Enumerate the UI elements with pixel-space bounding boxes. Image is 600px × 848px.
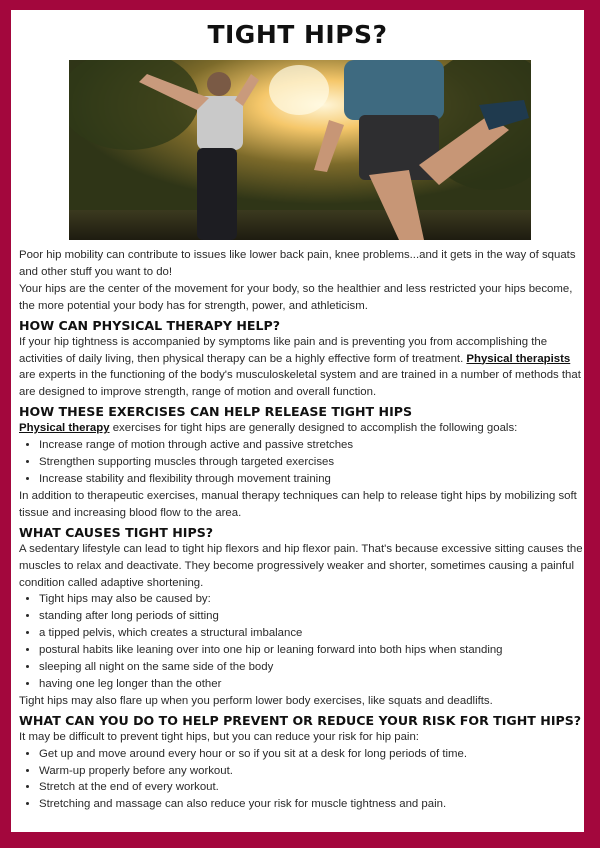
prevention-list [19,746,584,814]
intro-paragraph-2: Your hips are the center of the movement for your body, so the healthier and less restricted your hips become, the more potential your body has for strength, power, and athleticism. [19,282,573,312]
list-item: • Increase stability and flexibility through movement training [39,471,584,488]
exercises-intro [19,420,584,437]
section-heading-prevent: WHAT CAN YOU DO TO HELP PREVENT OR REDUCE YOUR RISK FOR TIGHT HIPS? [19,712,582,728]
exercises-intro-text: exercises for tight hips are generally designed to accomplish the following goals: [109,422,518,435]
pt-help-text-b: are experts in the functioning of the body's musculoskeletal system and are trained in a number of methods that are designed to improve strength, range of motion and overall function. [19,369,581,399]
pt-help-paragraph [19,334,584,402]
list-item: • Strengthen supporting muscles through targeted exercises [39,454,584,471]
list-item: • Tight hips may also be caused by: [39,591,584,608]
page-title: TIGHT HIPS? [207,20,388,49]
section-heading-exercises: HOW THESE EXERCISES CAN HELP RELEASE TIGHT HIPS [19,404,413,420]
list-item: • sleeping all night on the same side of the body [39,659,584,676]
list-item: • Stretch at the end of every workout. [39,779,584,796]
list-item: • Warm-up properly before any workout. [39,763,584,780]
list-item: • standing after long periods of sitting [39,608,584,625]
manual-therapy-paragraph: In addition to therapeutic exercises, manual therapy techniques can help to release tight hips by mobilizing soft tissue and increasing blood flow to the area. [19,489,577,519]
stretching-photo [69,60,531,240]
section-heading-pt-help: HOW CAN PHYSICAL THERAPY HELP? [19,317,281,333]
physical-therapy-link[interactable]: Physical therapy [19,422,110,435]
list-item: • Increase range of motion through active and passive stretches [39,437,584,454]
article-body [19,247,584,813]
flyer-page [11,10,584,832]
list-item: • postural habits like leaning over into one hip or leaning forward into both hips when standing [39,642,584,659]
goals-list [19,437,584,488]
pt-help-text-a: If your hip tightness is accompanied by symptoms like pain and is preventing you from accomplishing the activities of daily living, then physical therapy can be a highly effective form of treatment. [19,335,548,365]
prevent-paragraph: It may be difficult to prevent tight hips, but you can reduce your risk for hip pain: [19,730,419,743]
flare-up-paragraph: Tight hips may also flare up when you perform lower body exercises, like squats and deadlifts. [19,694,493,707]
causes-paragraph: A sedentary lifestyle can lead to tight hip flexors and hip flexor pain. That's because excessive sitting causes the muscles to relax and deactivate. They become progressively weaker and shorter, sometimes causing a painful condition called adaptive shortening. [19,542,583,589]
list-item: • a tipped pelvis, which creates a structural imbalance [39,625,584,642]
list-item: • Stretching and massage can also reduce your risk for muscle tightness and pain. [39,796,584,813]
list-item: • Get up and move around every hour or so if you sit at a desk for long periods of time. [39,746,584,763]
section-heading-causes: WHAT CAUSES TIGHT HIPS? [19,524,214,540]
intro-paragraph-1: Poor hip mobility can contribute to issues like lower back pain, knee problems...and it gets in the way of squats and other stuff you want to do! [19,249,576,278]
list-item: • having one leg longer than the other [39,676,584,693]
causes-list [19,591,584,692]
physical-therapists-link[interactable]: Physical therapists [466,352,571,365]
stretching-photo-illustration [69,60,531,240]
